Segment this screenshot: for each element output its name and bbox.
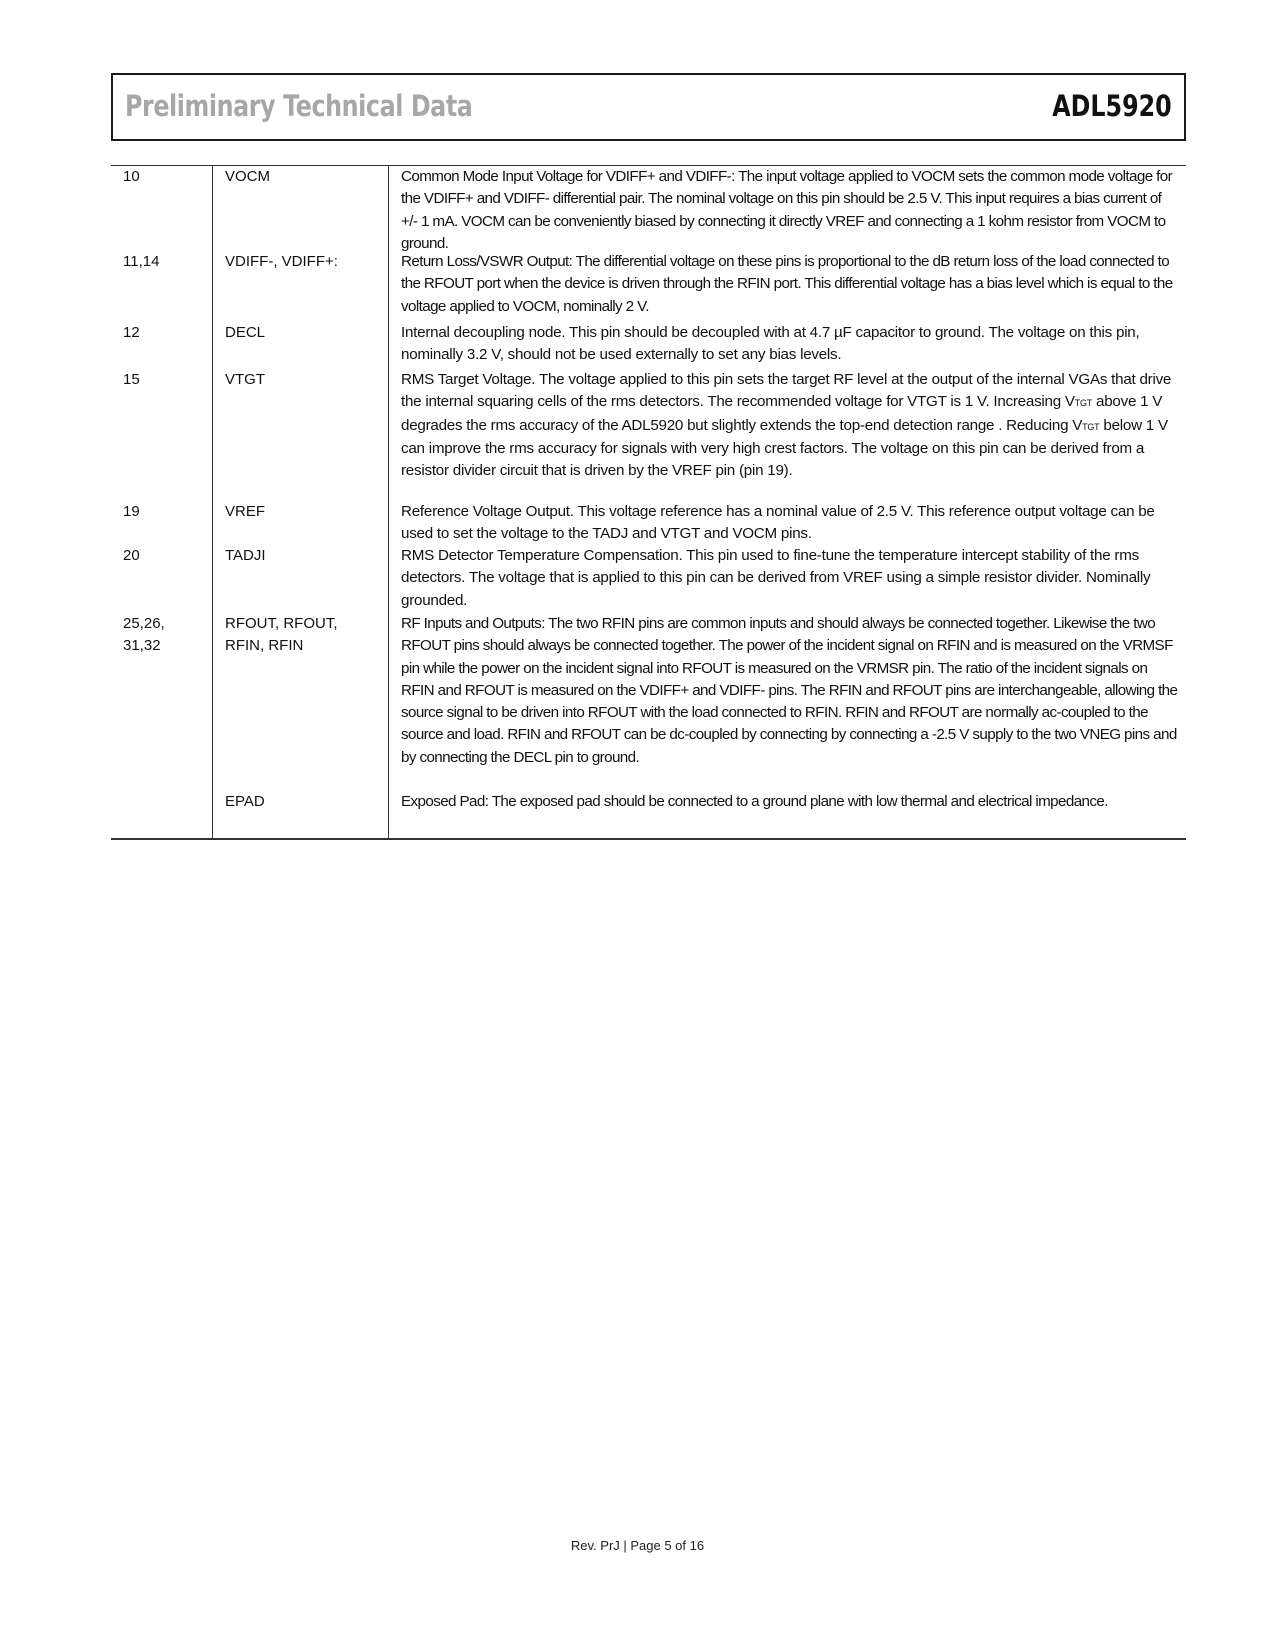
pin-mnemonic: VTGT [213,369,389,501]
pin-number-line: 31,32 [123,637,161,654]
page-footer: Rev. PrJ | Page 5 of 16 [570,1538,705,1553]
pin-number-line: 25,26, [123,615,165,632]
pin-number [111,791,213,838]
table-row [111,322,1186,369]
pin-description: RF Inputs and Outputs: The two RFIN pins are common inputs and should always be connected together. Likewise the two RFOUT pins should always be connected together. The power of the incident signal on RFIN and is measured on the VRMSF pin while the power on the incident signal into RFOUT is measured on the VRMSR pin. The ratio of the incident signals on RFIN and RFOUT is measured on the VDIFF+ and VDIFF- pins. The RFIN and RFOUT pins are interchangeable, allowing the source signal to be driven into RFOUT with the load connected to RFIN. RFIN and RFOUT are normally ac-coupled to the source and load. RFIN and RFOUT can be dc-coupled by connecting by connecting a -2.5 V supply to the two VNEG pins and by connecting the DECL pin to ground. [401,615,1178,766]
pin-mnemonic: EPAD [213,791,389,838]
pin-number: 20 [111,545,213,613]
pin-mnemonic: VOCM [213,166,389,251]
pin-number [111,613,213,791]
subscript-tgt: TGT [1074,398,1093,409]
table-row [111,501,1186,545]
description-text: above 1 V degrades the rms accuracy of the ADL5920 but slightly extends the top-end detection range . Reducing V [401,393,1163,434]
description-text: below 1 V can improve the rms accuracy for signals with very high crest factors. The voltage on this pin can be derived from a resistor divider circuit that is driven by the VREF pin (pin 19). [401,416,1168,480]
table-row [111,166,1186,251]
pin-mnemonic-line: RFIN, RFIN [225,637,304,654]
table-row [111,791,1186,838]
table-row [111,545,1186,613]
pin-mnemonic: TADJI [213,545,389,613]
pin-mnemonic: VREF [213,501,389,545]
pin-description: Exposed Pad: The exposed pad should be connected to a ground plane with low thermal and electrical impedance. [401,793,1108,810]
description-text: RMS Target Voltage. The voltage applied to this pin sets the target RF level at the output of the internal VGAs that drive the internal squaring cells of the rms detectors. The recommended voltage for VTGT is 1 V. Increasing V [401,371,1172,411]
pin-description: Internal decoupling node. This pin should be decoupled with at 4.7 µF capacitor to ground. The voltage on this pin, nominally 3.2 V, should not be used externally to set any bias levels. [401,324,1140,364]
pin-mnemonic [213,613,389,791]
pin-description: Common Mode Input Voltage for VDIFF+ and VDIFF-: The input voltage applied to VOCM sets the common mode voltage for the VDIFF+ and VDIFF- differential pair. The nominal voltage on this pin should be 2.5 V. This input requires a bias current of +/- 1 mA. VOCM can be conveniently biased by connecting it directly VREF and connecting a 1 kohm resistor from VOCM to ground. [401,168,1173,252]
pin-description: Reference Voltage Output. This voltage reference has a nominal value of 2.5 V. This reference output voltage can be used to set the voltage to the TADJ and VTGT and VOCM pins. [401,503,1155,543]
pin-number: 12 [111,322,213,369]
pin-description [389,369,1186,501]
page-header [111,73,1186,141]
table-row [111,613,1186,791]
pin-function-table [111,165,1186,840]
pin-description: Return Loss/VSWR Output: The differential voltage on these pins is proportional to the dB return loss of the load connected to the RFOUT port when the device is driven through the RFIN port. This differential voltage has a bias level which is equal to the voltage applied to VOCM, nominally 2 V. [401,253,1173,315]
pin-description: RMS Detector Temperature Compensation. This pin used to fine-tune the temperature intercept stability of the rms detectors. The voltage that is applied to this pin can be derived from VREF using a simple resistor divider. Nominally grounded. [401,547,1151,609]
pin-mnemonic: VDIFF-, VDIFF+: [213,251,389,322]
pin-mnemonic-line: RFOUT, RFOUT, [225,615,338,632]
table-row [111,369,1186,501]
subscript-tgt: TGT [1082,421,1100,432]
pin-number: 19 [111,501,213,545]
pin-mnemonic: DECL [213,322,389,369]
pin-number: 15 [111,369,213,501]
pin-number: 11,14 [111,251,213,322]
part-number: ADL5920 [1052,89,1172,123]
pin-number: 10 [111,166,213,251]
document-status-title: Preliminary Technical Data [125,89,473,123]
table-row [111,251,1186,322]
